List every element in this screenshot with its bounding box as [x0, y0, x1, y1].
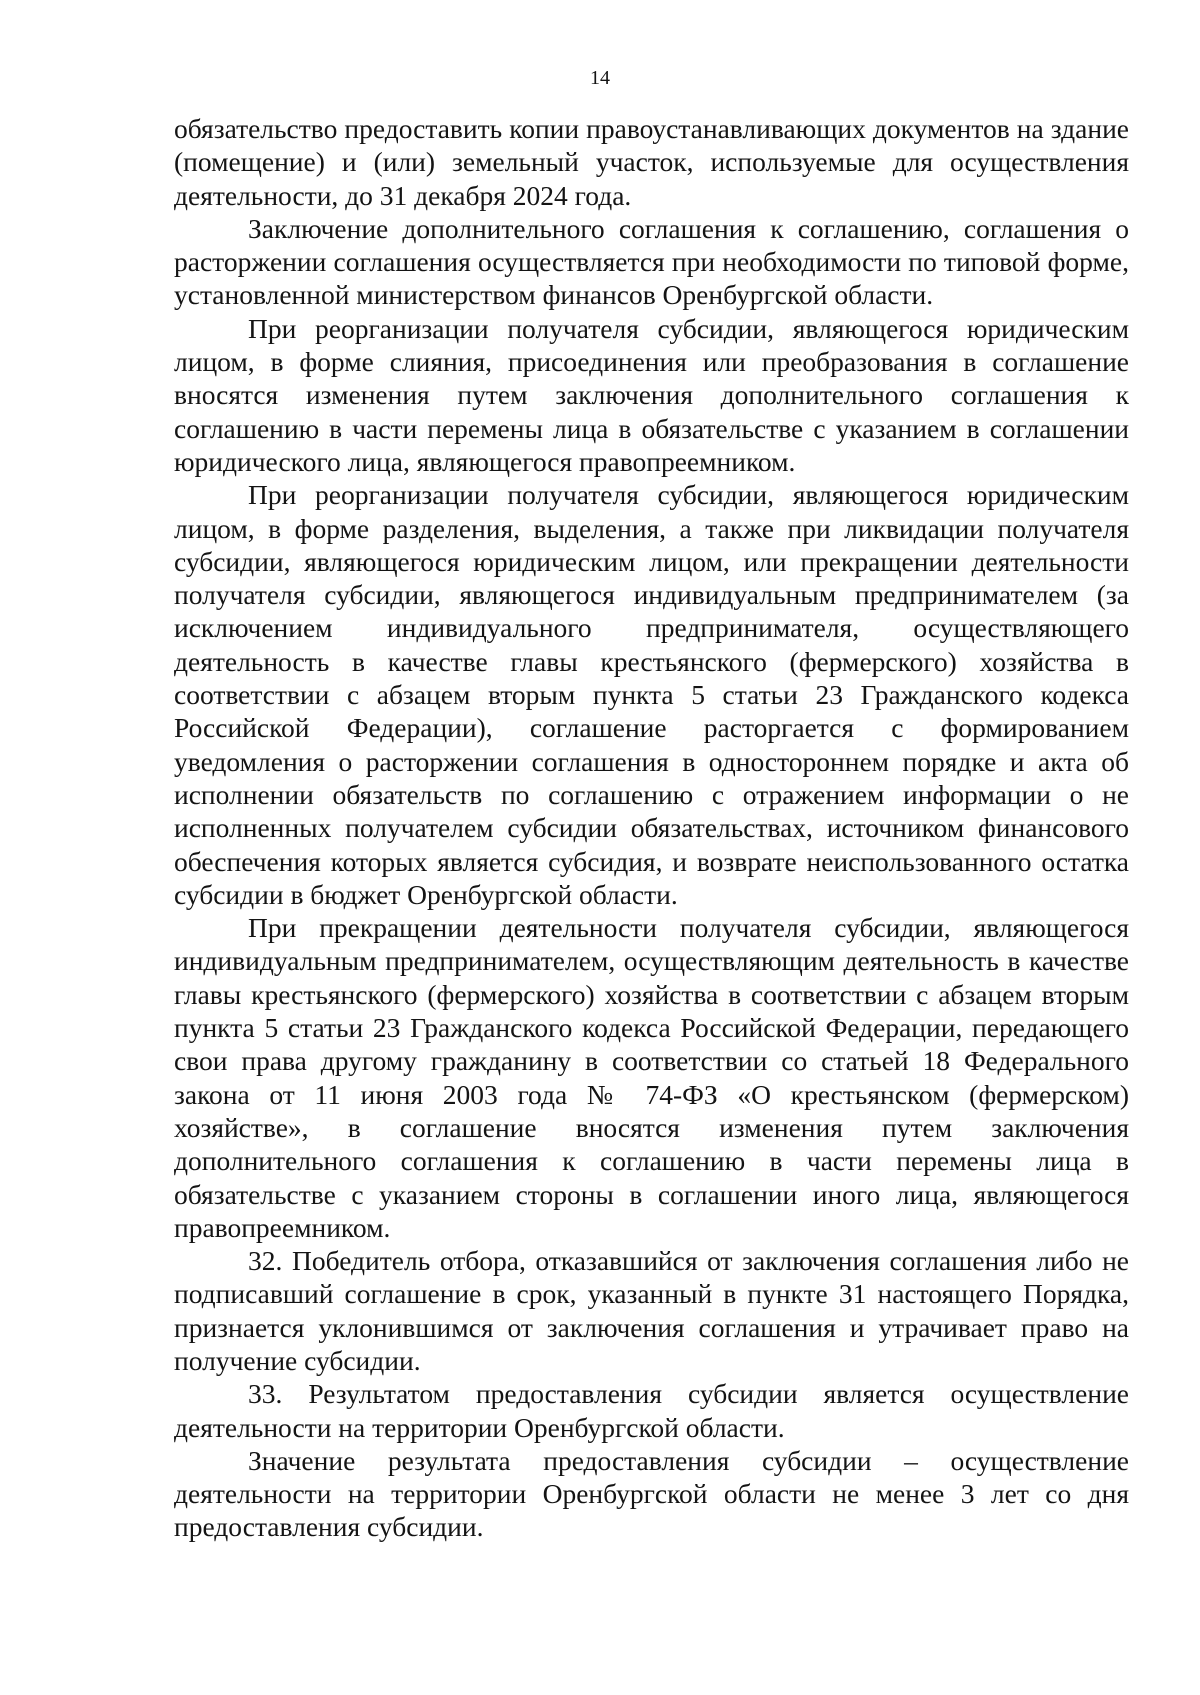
paragraph-termination-farmer: При прекращении деятельности получателя субсидии, являющегося индивидуальным предпринимателем, осуществляющим деятельность в качестве главы крестьянского (фермерского) хозяйства в соответствии с абзацем вторым пункта 5 статьи 23 Гражданского кодекса Российской Федерации, передающего свои права другому гражданину в соответствии со статьей 18 Федерального закона от 11 июня 2003 года № 74-ФЗ «О крестьянском (фермерском) хозяйстве», в соглашение вносятся изменения путем заключения дополнительного соглашения к соглашению в части перемены лица в обязательстве с указанием стороны в соглашении иного лица, являющегося правопреемником. — [174, 912, 1129, 1243]
page-number: 14 — [590, 67, 610, 89]
paragraph-additional-agreement: Заключение дополнительного соглашения к соглашению, соглашения о расторжении соглашения осуществляется при необходимости по типовой форме, установленной министерством финансов Оренбургской области. — [174, 212, 1129, 311]
paragraph-item-32: 32. Победитель отбора, отказавшийся от заключения соглашения либо не подписавший соглашение в срок, указанный в пункте 31 настоящего Порядка, признается уклонившимся от заключения соглашения и утрачивает право на получение субсидии. — [174, 1245, 1129, 1376]
paragraph-item-33: 33. Результатом предоставления субсидии является осуществление деятельности на территории Оренбургской области. — [174, 1378, 1129, 1443]
document-body — [174, 112, 1129, 1544]
paragraph-reorganization-merger: При реорганизации получателя субсидии, являющегося юридическим лицом, в форме слияния, присоединения или преобразования в соглашение вносятся изменения путем заключения дополнительного соглашения к соглашению в части перемены лица в обязательстве с указанием в соглашении юридического лица, являющегося правопреемником. — [174, 312, 1129, 477]
paragraph-reorganization-division: При реорганизации получателя субсидии, являющегося юридическим лицом, в форме разделения, выделения, а также при ликвидации получателя субсидии, являющегося юридическим лицом, или прекращении деятельности получателя субсидии, являющегося индивидуальным предпринимателем (за исключением индивидуального предпринимателя, осуществляющего деятельность в качестве главы крестьянского (фермерского) хозяйства в соответствии с абзацем вторым пункта 5 статьи 23 Гражданского кодекса Российской Федерации), соглашение расторгается с формированием уведомления о расторжении соглашения в одностороннем порядке и акта об исполнении обязательств по соглашению с отражением информации о не исполненных получателем субсидии обязательствах, источником финансового обеспечения которых является субсидия, и возврате неиспользованного остатка субсидии в бюджет Оренбургской области. — [174, 479, 1129, 910]
paragraph-result-value: Значение результата предоставления субсидии – осуществление деятельности на территории Оренбургской области не менее 3 лет со дня предоставления субсидии. — [174, 1444, 1129, 1543]
paragraph-continuation: обязательство предоставить копии правоустанавливающих документов на здание (помещение) и (или) земельный участок, используемые для осуществления деятельности, до 31 декабря 2024 года. — [174, 113, 1129, 211]
